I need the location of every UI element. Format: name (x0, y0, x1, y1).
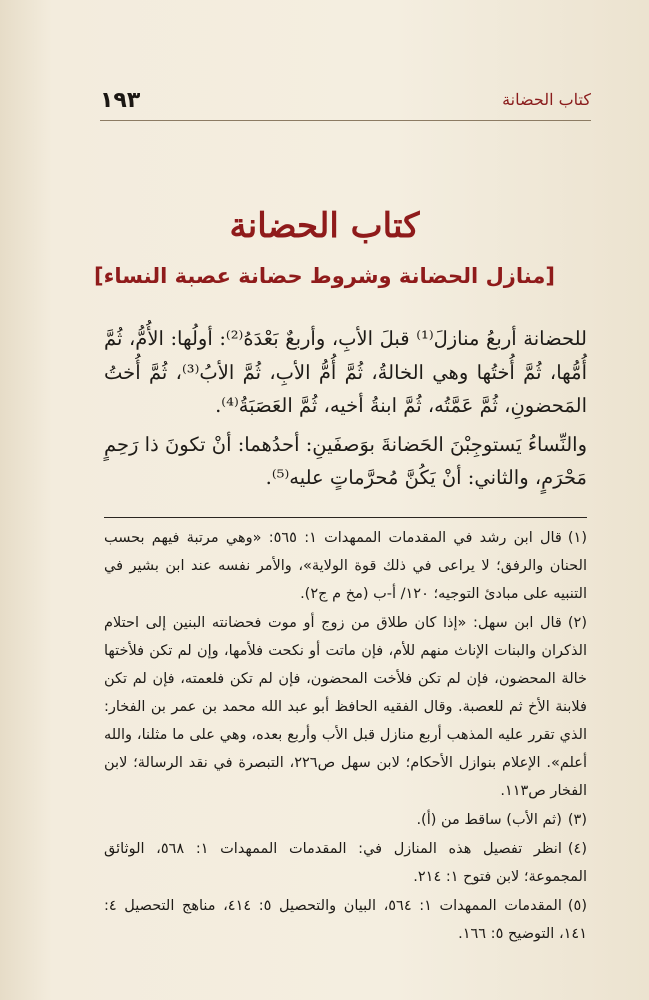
page-number: ١٩٣ (100, 88, 141, 113)
footnote-3 (104, 806, 587, 834)
footnote-number: (١) (567, 530, 587, 546)
footnote-1 (104, 524, 587, 608)
footnote-number: (٢) (567, 615, 587, 631)
footnote-2 (104, 609, 587, 805)
footnote-number: (٤) (567, 841, 587, 857)
chapter-title: كتاب الحضانة (229, 206, 420, 246)
footnote-text: قال ابن سهل: «إذا كان طلاق من زوج أو موت فحضانته البنين إلى احتلام الذكران والبنات الإناث منهم للأم، فإن ماتت أو نكحت فلأمها، وإن لم تكن فلأختها خالة المحضون، فإن لم تكن فلأخت المحضون، فإن لم تكن فلعمته، فإن لم تكن فلابنة الأخ ثم للعصبة. وقال الفقيه الحافظ أبو عبد الله محمد بن عمر بن الفخار: الذي تقرر عليه المذهب أربع منازل قبل الأب وأربع بعده، وهي على ما مثلنا، والله أعلم». الإعلام بنوازل الأحكام؛ لابن سهل ص٢٢٦، التبصرة في نقد الرسالة؛ لابن الفخار ص١١٣. (104, 615, 587, 799)
footnote-divider (104, 517, 587, 518)
footnote-5 (104, 892, 587, 948)
footnote-number: (٣) (567, 812, 587, 828)
main-text (104, 322, 587, 495)
footnote-number: (٥) (567, 898, 587, 914)
running-head: كتاب الحضانة (502, 90, 591, 109)
footnote-text: قال ابن رشد في المقدمات الممهدات ١: ٥٦٥: «وهي مرتبة فيهم بحسب الحنان والرفق؛ لا يراعى في ذلك قوة الولاية»، والأمر نفسه عند ابن بشير في التنبيه على مبادئ التوجيه؛ ١٢٠/ أ-ب (مخ م ج٢). (104, 530, 587, 602)
footnote-text: المقدمات الممهدات ١: ٥٦٤، البيان والتحصيل ٥: ٤١٤، مناهج التحصيل ٤: ١٤١، التوضيح ٥: ١٦٦. (104, 898, 587, 942)
body-paragraph-2: والنِّساءُ يَستوجِبْنَ الحَضانةَ بوَصفَينِ: أحدُهما: أنْ تكونَ ذا رَحِمٍ مَحْرَمٍ، والثاني: أنْ يَكُنَّ مُحرَّماتٍ عليه⁽⁵⁾. (104, 432, 587, 489)
page-header (100, 86, 591, 121)
section-subtitle: [منازل الحضانة وشروط حضانة عصبة النساء] (94, 264, 555, 288)
footnote-4 (104, 835, 587, 891)
footnote-text: انظر تفصيل هذه المنازل في: المقدمات الممهدات ١: ٥٦٨، الوثائق المجموعة؛ لابن فتوح ١: ٢١٤. (104, 841, 587, 885)
body-paragraph-1: للحضانة أربعُ منازلَ⁽¹⁾ قبلَ الأبِ، وأربعٌ بَعْدَهُ⁽²⁾: أولُها: الأُمُّ، ثُمَّ أُمُّها، ثُمَّ أُختُها وهي الخالةُ، ثُمَّ أُمُّ الأبِ، ثُمَّ الأبُ⁽³⁾، ثُمَّ أُختُ المَحضونِ، ثُمَّ عَمَّتُه، ثُمَّ ابنةُ أخيه، ثُمَّ العَصَبَةُ⁽⁴⁾. (104, 327, 587, 417)
footnotes (104, 524, 587, 949)
footnote-text: (ثم الأب) ساقط من (أ). (416, 812, 562, 828)
